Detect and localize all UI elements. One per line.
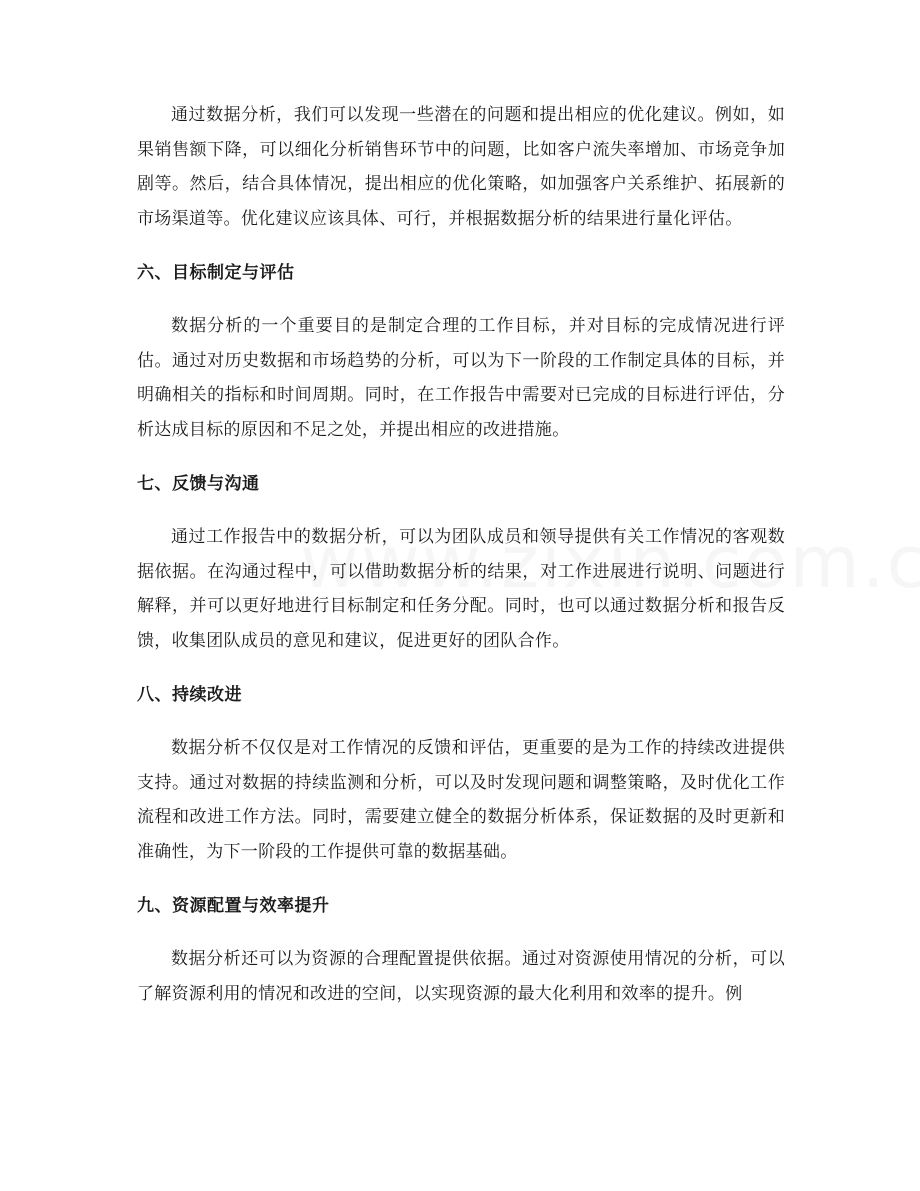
paragraph-resource-allocation: 数据分析还可以为资源的合理配置提供依据。通过对资源使用情况的分析，可以了解资源利用的情况和改进的空间，以实现资源的最大化利用和效率的提升。例 xyxy=(137,949,785,1004)
heading-continuous-improvement: 八、持续改进 xyxy=(137,685,242,705)
paragraph-goal-setting: 数据分析的一个重要目的是制定合理的工作目标，并对目标的完成情况进行评估。通过对历史数据和市场趋势的分析，可以为下一阶段的工作制定具体的目标，并明确相关的指标和时间周期。同时，在工作报告中需要对已完成的目标进行评估，分析达成目标的原因和不足之处，并提出相应的改进措施。 xyxy=(137,316,785,440)
heading-goal-setting: 六、目标制定与评估 xyxy=(137,263,295,283)
paragraph-continuous-improvement: 数据分析不仅仅是对工作情况的反馈和评估，更重要的是为工作的持续改进提供支持。通过对数据的持续监测和分析，可以及时发现问题和调整策略，及时优化工作流程和改进工作方法。同时，需要建立健全的数据分析体系，保证数据的及时更新和准确性，为下一阶段的工作提供可靠的数据基础。 xyxy=(137,738,785,862)
document-body xyxy=(137,98,785,1011)
heading-feedback: 七、反馈与沟通 xyxy=(137,474,260,494)
paragraph-optimization: 通过数据分析，我们可以发现一些潜在的问题和提出相应的优化建议。例如，如果销售额下降，可以细化分析销售环节中的问题，比如客户流失率增加、市场竞争加剧等。然后，结合具体情况，提出相应的优化策略，如加强客户关系维护、拓展新的市场渠道等。优化建议应该具体、可行，并根据数据分析的结果进行量化评估。 xyxy=(137,105,785,229)
heading-resource-allocation: 九、资源配置与效率提升 xyxy=(137,896,330,916)
paragraph-feedback: 通过工作报告中的数据分析，可以为团队成员和领导提供有关工作情况的客观数据依据。在沟通过程中，可以借助数据分析的结果，对工作进展进行说明、问题进行解释，并可以更好地进行目标制定和任务分配。同时，也可以通过数据分析和报告反馈，收集团队成员的意见和建议，促进更好的团队合作。 xyxy=(137,527,785,651)
